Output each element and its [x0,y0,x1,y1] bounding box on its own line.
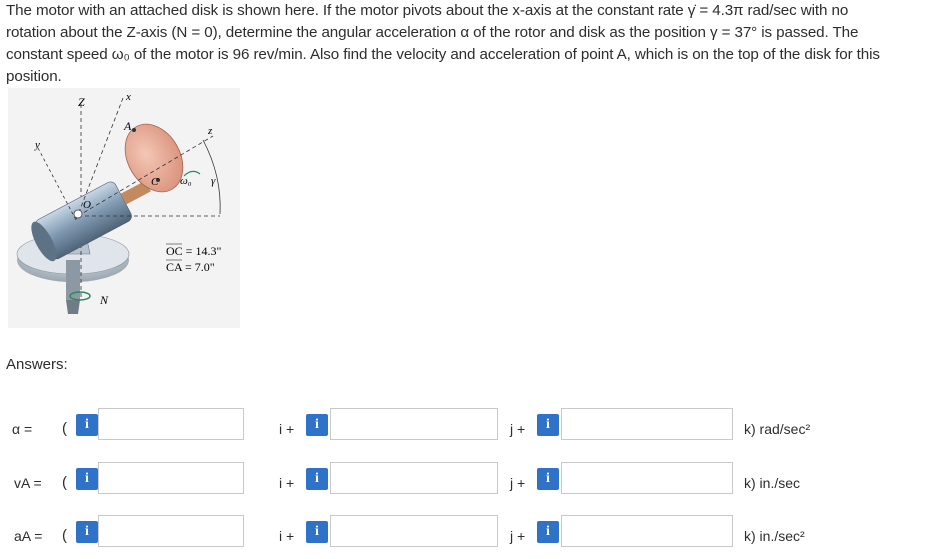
label-z: z [208,125,213,137]
info-icon[interactable]: i [537,521,559,543]
info-icon[interactable]: i [537,468,559,490]
dimension-ca: CA = 7.0" [166,260,215,274]
info-icon[interactable]: i [306,414,328,436]
j-unit: j + [510,421,526,437]
j-component-input[interactable] [330,462,498,494]
answers-label: Answers: [6,356,68,373]
motor-disk-figure [8,88,240,328]
problem-statement [6,0,924,88]
j-component-input[interactable] [330,408,498,440]
answer-label: aA = [14,528,43,544]
info-icon[interactable]: i [76,468,98,490]
open-paren: ( [62,474,67,491]
label-Z: Z [78,95,85,109]
k-unit: k) in./sec² [744,528,805,544]
info-icon[interactable]: i [306,468,328,490]
label-O: O [83,199,91,211]
dimension-oc: OC = 14.3" [166,244,222,258]
k-unit: k) in./sec [744,475,801,491]
label-x: x [126,91,131,103]
label-gamma: γ [211,175,216,187]
problem-line-1: The motor with an attached disk is shown here. If the motor pivots about the x-axis at the constant rate γ̇ = 4.3π rad/sec with no [6,2,849,19]
i-component-input[interactable] [98,462,244,494]
label-A: A [124,119,132,133]
info-icon[interactable]: i [537,414,559,436]
point-o [74,210,82,218]
k-component-input[interactable] [561,515,733,547]
info-icon[interactable]: i [76,414,98,436]
label-omega: ω₀ [180,175,192,187]
i-unit: i + [279,475,295,491]
label-C: C [151,176,159,188]
problem-line-4: position. [6,68,62,85]
answer-label: α = [12,421,33,437]
answer-row [0,413,928,447]
k-component-input[interactable] [561,408,733,440]
answer-label: vA = [14,475,42,491]
i-component-input[interactable] [98,408,244,440]
open-paren: ( [62,420,67,437]
answer-row [0,520,928,554]
i-unit: i + [279,528,295,544]
k-unit: k) rad/sec² [744,421,811,437]
j-unit: j + [510,475,526,491]
answer-row [0,467,928,501]
j-component-input[interactable] [330,515,498,547]
i-unit: i + [279,421,295,437]
label-N: N [100,293,109,307]
problem-line-2: rotation about the Z-axis (N = 0), determine the angular acceleration α of the rotor and disk as the position γ = 37° is passed. The [6,24,859,41]
label-y: y [35,139,40,151]
i-component-input[interactable] [98,515,244,547]
info-icon[interactable]: i [306,521,328,543]
info-icon[interactable]: i [76,521,98,543]
k-component-input[interactable] [561,462,733,494]
point-a [132,128,136,132]
open-paren: ( [62,527,67,544]
j-unit: j + [510,528,526,544]
problem-line-3: constant speed ω₀ of the motor is 96 rev/min. Also find the velocity and acceleration of point A, which is on the top of the disk for this [6,46,880,63]
